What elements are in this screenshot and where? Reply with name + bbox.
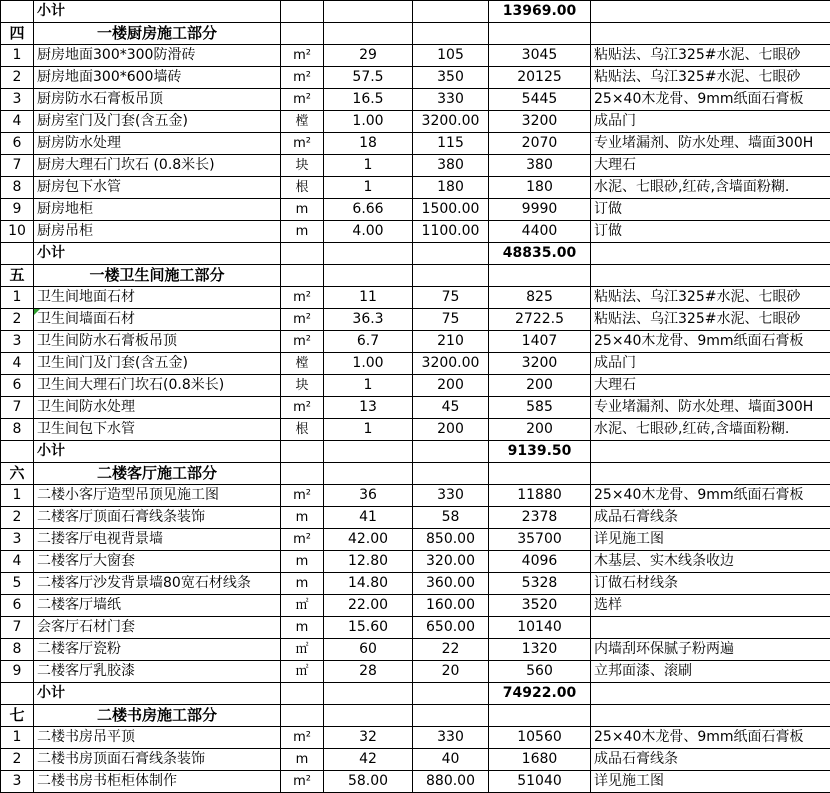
empty-cell[interactable] [281,1,324,23]
unit-price-cell[interactable]: 350 [413,67,489,89]
amount-cell[interactable]: 4400 [489,221,591,243]
description-cell[interactable]: 卫生间墙面石材 [34,309,281,331]
row-number-cell[interactable]: 5 [1,573,34,595]
row-number-cell[interactable]: 1 [1,485,34,507]
row-number-cell[interactable]: 9 [1,199,34,221]
quantity-cell[interactable]: 15.60 [324,617,413,639]
unit-cell[interactable]: 块 [281,155,324,177]
amount-cell[interactable]: 9990 [489,199,591,221]
amount-cell[interactable]: 3200 [489,111,591,133]
amount-cell[interactable]: 11880 [489,485,591,507]
unit-cell[interactable]: m [281,551,324,573]
unit-cell[interactable]: m² [281,287,324,309]
subtotal-amount-cell[interactable]: 74922.00 [489,683,591,705]
section-key-cell[interactable]: 六 [1,463,34,485]
empty-cell[interactable] [489,705,591,727]
quantity-cell[interactable]: 18 [324,133,413,155]
description-cell[interactable]: 厨房防水处理 [34,133,281,155]
amount-cell[interactable]: 20125 [489,67,591,89]
item-row [1,573,830,595]
quantity-cell[interactable]: 1.00 [324,353,413,375]
note-cell[interactable]: 粘贴法、乌江325#水泥、七眼砂 [591,45,830,67]
empty-cell[interactable] [489,463,591,485]
unit-price-cell[interactable]: 200 [413,375,489,397]
empty-cell[interactable] [591,23,830,45]
quantity-cell[interactable]: 29 [324,45,413,67]
note-cell[interactable]: 详见施工图 [591,771,830,793]
unit-price-cell[interactable]: 45 [413,397,489,419]
unit-cell[interactable]: m² [281,331,324,353]
row-number-cell[interactable]: 6 [1,133,34,155]
amount-cell[interactable]: 1320 [489,639,591,661]
unit-cell[interactable]: ㎡ [281,639,324,661]
empty-cell[interactable] [324,243,413,265]
note-cell[interactable]: 专业堵漏剂、防水处理、墙面300H [591,133,830,155]
row-number-cell[interactable]: 4 [1,551,34,573]
amount-cell[interactable]: 2378 [489,507,591,529]
description-cell[interactable]: 二楼书房书柜柜体制作 [34,771,281,793]
unit-price-cell[interactable]: 880.00 [413,771,489,793]
row-number-cell[interactable]: 8 [1,419,34,441]
quantity-cell[interactable]: 58.00 [324,771,413,793]
unit-price-cell[interactable]: 3200.00 [413,353,489,375]
empty-cell[interactable] [1,441,34,463]
item-row [1,639,830,661]
section-title-cell[interactable]: 二楼客厅施工部分 [34,463,281,485]
unit-price-cell[interactable]: 330 [413,485,489,507]
item-row [1,771,830,793]
row-number-cell[interactable]: 3 [1,331,34,353]
item-row [1,199,830,221]
amount-cell[interactable]: 560 [489,661,591,683]
amount-cell[interactable]: 1680 [489,749,591,771]
item-row [1,485,830,507]
description-cell[interactable]: 会客厅石材门套 [34,617,281,639]
note-cell[interactable]: 25×40木龙骨、9mm纸面石膏板 [591,485,830,507]
unit-cell[interactable]: m² [281,67,324,89]
description-cell[interactable]: 厨房包下水管 [34,177,281,199]
note-cell[interactable]: 粘贴法、乌江325#水泥、七眼砂 [591,309,830,331]
unit-price-cell[interactable]: 210 [413,331,489,353]
quantity-cell[interactable]: 13 [324,397,413,419]
description-cell[interactable]: 厨房吊柜 [34,221,281,243]
description-cell[interactable]: 卫生间防水石膏板吊顶 [34,331,281,353]
quantity-cell[interactable]: 36.3 [324,309,413,331]
section-header-row [1,705,830,727]
quantity-cell[interactable]: 1 [324,155,413,177]
item-row [1,353,830,375]
row-number-cell[interactable]: 8 [1,639,34,661]
empty-cell[interactable] [281,705,324,727]
empty-cell[interactable] [591,463,830,485]
section-header-row [1,463,830,485]
note-cell[interactable]: 订做石材线条 [591,573,830,595]
description-cell[interactable]: 二楼客厅乳胶漆 [34,661,281,683]
unit-cell[interactable]: m [281,617,324,639]
row-number-cell[interactable]: 1 [1,727,34,749]
row-number-cell[interactable]: 6 [1,375,34,397]
row-number-cell[interactable]: 2 [1,507,34,529]
unit-price-cell[interactable]: 1500.00 [413,199,489,221]
row-number-cell[interactable]: 7 [1,155,34,177]
item-row [1,133,830,155]
unit-cell[interactable]: 樘 [281,111,324,133]
unit-price-cell[interactable]: 40 [413,749,489,771]
row-number-cell[interactable]: 4 [1,353,34,375]
amount-cell[interactable]: 585 [489,397,591,419]
amount-cell[interactable]: 2722.5 [489,309,591,331]
section-title-cell[interactable]: 一楼厨房施工部分 [34,23,281,45]
unit-cell[interactable]: m² [281,45,324,67]
note-cell[interactable]: 大理石 [591,375,830,397]
unit-price-cell[interactable]: 105 [413,45,489,67]
unit-price-cell[interactable]: 1100.00 [413,221,489,243]
empty-cell[interactable] [413,265,489,287]
empty-cell[interactable] [324,23,413,45]
quantity-cell[interactable]: 4.00 [324,221,413,243]
empty-cell[interactable] [489,23,591,45]
note-cell[interactable]: 选样 [591,595,830,617]
subtotal-row [1,243,830,265]
note-cell[interactable]: 25×40木龙骨、9mm纸面石膏板 [591,89,830,111]
note-cell[interactable] [591,617,830,639]
note-cell[interactable]: 粘贴法、乌江325#水泥、七眼砂 [591,67,830,89]
note-cell[interactable]: 专业堵漏剂、防水处理、墙面300H [591,397,830,419]
note-cell[interactable]: 订做 [591,199,830,221]
note-cell[interactable]: 木基层、实木线条收边 [591,551,830,573]
amount-cell[interactable]: 5445 [489,89,591,111]
empty-cell[interactable] [324,463,413,485]
amount-cell[interactable]: 51040 [489,771,591,793]
note-cell[interactable]: 水泥、七眼砂,红砖,含墙面粉糊. [591,419,830,441]
description-cell[interactable]: 厨房地面300*600墙砖 [34,67,281,89]
unit-price-cell[interactable]: 850.00 [413,529,489,551]
note-cell[interactable]: 详见施工图 [591,529,830,551]
item-row [1,221,830,243]
item-row [1,309,830,331]
description-cell[interactable]: 二楼小客厅造型吊顶见施工图 [34,485,281,507]
subtotal-amount-cell[interactable]: 9139.50 [489,441,591,463]
quantity-cell[interactable]: 57.5 [324,67,413,89]
row-number-cell[interactable]: 2 [1,309,34,331]
unit-price-cell[interactable]: 330 [413,727,489,749]
unit-cell[interactable]: m [281,199,324,221]
quantity-cell[interactable]: 12.80 [324,551,413,573]
item-row [1,397,830,419]
note-cell[interactable]: 大理石 [591,155,830,177]
unit-cell[interactable]: ㎡ [281,661,324,683]
section-key-cell[interactable]: 四 [1,23,34,45]
empty-cell[interactable] [489,265,591,287]
description-cell[interactable]: 二楼客厅沙发背景墙80宽石材线条 [34,573,281,595]
amount-cell[interactable]: 825 [489,287,591,309]
unit-price-cell[interactable]: 330 [413,89,489,111]
note-cell[interactable]: 成品门 [591,353,830,375]
amount-cell[interactable]: 10560 [489,727,591,749]
description-cell[interactable]: 二楼客厅顶面石膏线条装饰 [34,507,281,529]
unit-cell[interactable]: 根 [281,177,324,199]
empty-cell[interactable] [1,683,34,705]
unit-cell[interactable]: m [281,221,324,243]
empty-cell[interactable] [591,683,830,705]
item-row [1,749,830,771]
row-number-cell[interactable]: 9 [1,661,34,683]
item-row [1,595,830,617]
empty-cell[interactable] [1,1,34,23]
row-number-cell[interactable]: 10 [1,221,34,243]
note-cell[interactable]: 订做 [591,221,830,243]
description-cell[interactable]: 卫生间包下水管 [34,419,281,441]
description-cell[interactable]: 二楼客厅墙纸 [34,595,281,617]
empty-cell[interactable] [591,265,830,287]
quantity-cell[interactable]: 28 [324,661,413,683]
empty-cell[interactable] [413,705,489,727]
note-cell[interactable]: 成品石膏线条 [591,507,830,529]
amount-cell[interactable]: 200 [489,375,591,397]
empty-cell[interactable] [281,243,324,265]
unit-cell[interactable]: m² [281,397,324,419]
unit-price-cell[interactable]: 320.00 [413,551,489,573]
unit-cell[interactable]: m [281,749,324,771]
unit-price-cell[interactable]: 75 [413,309,489,331]
row-number-cell[interactable]: 6 [1,595,34,617]
subtotal-row [1,683,830,705]
unit-cell[interactable]: m [281,507,324,529]
empty-cell[interactable] [591,1,830,23]
description-cell[interactable]: 厨房防水石膏板吊顶 [34,89,281,111]
note-cell[interactable]: 水泥、七眼砂,红砖,含墙面粉糊. [591,177,830,199]
item-row [1,529,830,551]
unit-price-cell[interactable]: 160.00 [413,595,489,617]
empty-cell[interactable] [324,1,413,23]
amount-cell[interactable]: 3200 [489,353,591,375]
subtotal-label-cell[interactable]: 小计 [34,441,281,463]
description-cell[interactable]: 卫生间门及门套(含五金) [34,353,281,375]
description-cell[interactable]: 二楼客厅大窗套 [34,551,281,573]
section-header-row [1,23,830,45]
amount-cell[interactable]: 10140 [489,617,591,639]
unit-price-cell[interactable]: 650.00 [413,617,489,639]
quantity-cell[interactable]: 6.7 [324,331,413,353]
item-row [1,617,830,639]
empty-cell[interactable] [281,441,324,463]
item-row [1,155,830,177]
description-cell[interactable]: 厨房大理石门坎石 (0.8米长) [34,155,281,177]
item-row [1,67,830,89]
description-cell[interactable]: 卫生间大理石门坎石(0.8米长) [34,375,281,397]
empty-cell[interactable] [591,243,830,265]
unit-price-cell[interactable]: 115 [413,133,489,155]
item-row [1,287,830,309]
amount-cell[interactable]: 5328 [489,573,591,595]
amount-cell[interactable]: 35700 [489,529,591,551]
empty-cell[interactable] [591,441,830,463]
empty-cell[interactable] [1,243,34,265]
subtotal-row [1,441,830,463]
amount-cell[interactable]: 200 [489,419,591,441]
empty-cell[interactable] [324,705,413,727]
empty-cell[interactable] [281,683,324,705]
quantity-cell[interactable]: 36 [324,485,413,507]
row-number-cell[interactable]: 7 [1,397,34,419]
quantity-cell[interactable]: 1.00 [324,111,413,133]
row-number-cell[interactable]: 1 [1,45,34,67]
empty-cell[interactable] [324,441,413,463]
amount-cell[interactable]: 3520 [489,595,591,617]
quantity-cell[interactable]: 1 [324,177,413,199]
note-cell[interactable]: 成品石膏线条 [591,749,830,771]
unit-cell[interactable]: m² [281,89,324,111]
unit-price-cell[interactable]: 200 [413,419,489,441]
note-cell[interactable]: 粘贴法、乌江325#水泥、七眼砂 [591,287,830,309]
item-row [1,331,830,353]
unit-cell[interactable]: ㎡ [281,595,324,617]
quantity-cell[interactable]: 32 [324,727,413,749]
quantity-cell[interactable]: 11 [324,287,413,309]
note-cell[interactable]: 立邦面漆、滚刷 [591,661,830,683]
empty-cell[interactable] [413,463,489,485]
empty-cell[interactable] [324,265,413,287]
description-cell[interactable]: 卫生间地面石材 [34,287,281,309]
unit-price-cell[interactable]: 58 [413,507,489,529]
row-number-cell[interactable]: 3 [1,89,34,111]
quantity-cell[interactable]: 1 [324,419,413,441]
item-row [1,661,830,683]
quantity-cell[interactable]: 16.5 [324,89,413,111]
error-indicator-triangle [34,309,40,315]
row-number-cell[interactable]: 2 [1,749,34,771]
description-cell[interactable]: 二楼书房顶面石膏线条装饰 [34,749,281,771]
amount-cell[interactable]: 4096 [489,551,591,573]
item-row [1,177,830,199]
empty-cell[interactable] [591,705,830,727]
description-cell[interactable]: 二搂客厅电视背景墙 [34,529,281,551]
quantity-cell[interactable]: 42 [324,749,413,771]
note-cell[interactable]: 内墙刮环保腻子粉两遍 [591,639,830,661]
empty-cell[interactable] [413,243,489,265]
empty-cell[interactable] [413,683,489,705]
section-header-row [1,265,830,287]
unit-price-cell[interactable]: 180 [413,177,489,199]
item-row [1,375,830,397]
item-row [1,727,830,749]
row-number-cell[interactable]: 4 [1,111,34,133]
note-cell[interactable]: 25×40木龙骨、9mm纸面石膏板 [591,331,830,353]
subtotal-row [1,1,830,23]
empty-cell[interactable] [281,23,324,45]
unit-cell[interactable]: m² [281,771,324,793]
unit-cell[interactable]: 块 [281,375,324,397]
unit-cell[interactable]: m² [281,133,324,155]
amount-cell[interactable]: 380 [489,155,591,177]
description-cell[interactable]: 二楼客厅瓷粉 [34,639,281,661]
empty-cell[interactable] [324,683,413,705]
subtotal-amount-cell[interactable]: 13969.00 [489,1,591,23]
section-title-cell[interactable]: 二楼书房施工部分 [34,705,281,727]
subtotal-label-cell[interactable]: 小计 [34,243,281,265]
unit-cell[interactable]: m² [281,529,324,551]
item-row [1,89,830,111]
unit-price-cell[interactable]: 20 [413,661,489,683]
row-number-cell[interactable]: 3 [1,771,34,793]
description-cell[interactable]: 二楼书房吊平顶 [34,727,281,749]
amount-cell[interactable]: 3045 [489,45,591,67]
subtotal-label-cell[interactable]: 小计 [34,683,281,705]
quantity-cell[interactable]: 60 [324,639,413,661]
description-cell[interactable]: 卫生间防水处理 [34,397,281,419]
row-number-cell[interactable]: 3 [1,529,34,551]
amount-cell[interactable]: 2070 [489,133,591,155]
item-row [1,45,830,67]
description-cell[interactable]: 厨房地面300*300防滑砖 [34,45,281,67]
item-row [1,111,830,133]
empty-cell[interactable] [413,441,489,463]
note-cell[interactable]: 25×40木龙骨、9mm纸面石膏板 [591,727,830,749]
unit-cell[interactable]: 樘 [281,353,324,375]
row-number-cell[interactable]: 7 [1,617,34,639]
quantity-cell[interactable]: 22.00 [324,595,413,617]
unit-price-cell[interactable]: 75 [413,287,489,309]
empty-cell[interactable] [413,1,489,23]
unit-cell[interactable]: m² [281,485,324,507]
empty-cell[interactable] [413,23,489,45]
quantity-cell[interactable]: 42.00 [324,529,413,551]
amount-cell[interactable]: 180 [489,177,591,199]
section-key-cell[interactable]: 七 [1,705,34,727]
unit-price-cell[interactable]: 22 [413,639,489,661]
unit-cell[interactable]: m [281,573,324,595]
item-row [1,507,830,529]
description-cell[interactable]: 厨房室门及门套(含五金) [34,111,281,133]
amount-cell[interactable]: 1407 [489,331,591,353]
quantity-cell[interactable]: 41 [324,507,413,529]
row-number-cell[interactable]: 8 [1,177,34,199]
section-key-cell[interactable]: 五 [1,265,34,287]
unit-price-cell[interactable]: 3200.00 [413,111,489,133]
item-row [1,419,830,441]
unit-cell[interactable]: 根 [281,419,324,441]
empty-cell[interactable] [281,265,324,287]
unit-cell[interactable]: m² [281,309,324,331]
description-cell[interactable]: 厨房地柜 [34,199,281,221]
section-title-cell[interactable]: 一楼卫生间施工部分 [34,265,281,287]
unit-price-cell[interactable]: 380 [413,155,489,177]
quantity-cell[interactable]: 14.80 [324,573,413,595]
unit-cell[interactable]: m² [281,727,324,749]
unit-price-cell[interactable]: 360.00 [413,573,489,595]
note-cell[interactable]: 成品门 [591,111,830,133]
subtotal-label-cell[interactable]: 小计 [34,1,281,23]
row-number-cell[interactable]: 2 [1,67,34,89]
empty-cell[interactable] [281,463,324,485]
quantity-cell[interactable]: 6.66 [324,199,413,221]
quantity-cell[interactable]: 1 [324,375,413,397]
row-number-cell[interactable]: 1 [1,287,34,309]
item-row [1,551,830,573]
subtotal-amount-cell[interactable]: 48835.00 [489,243,591,265]
